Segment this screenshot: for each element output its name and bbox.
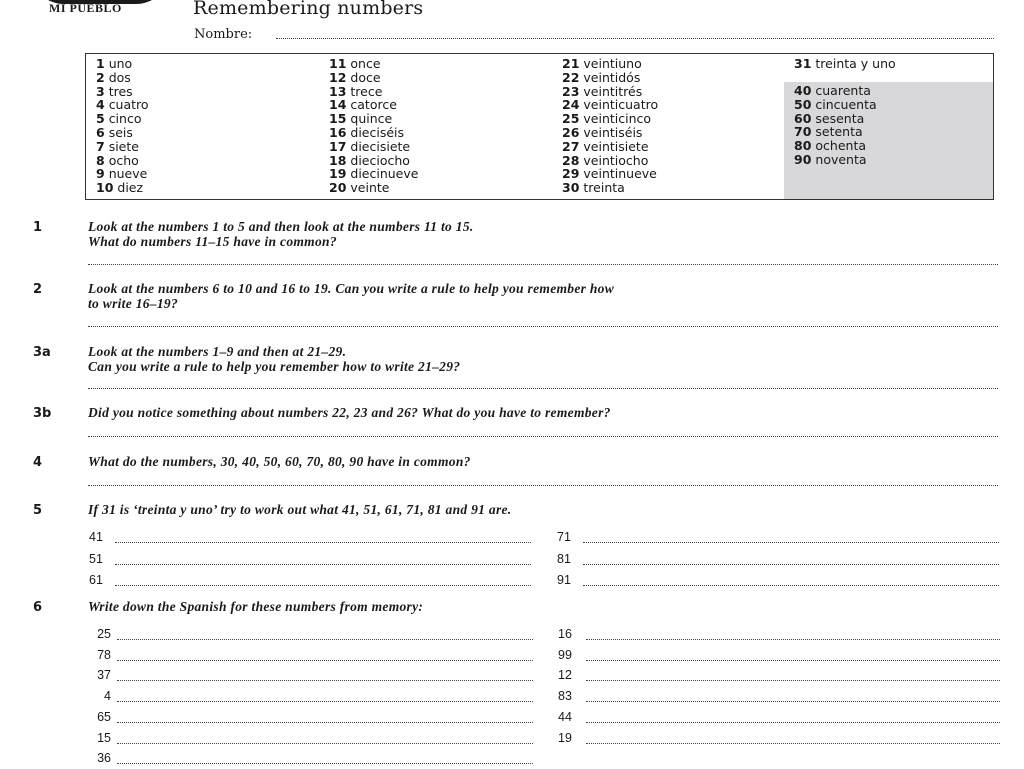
- question-line: If 31 is ‘treinta y uno’ try to work out what 41, 51, 61, 71, 81 and 91 are.: [88, 502, 512, 517]
- answer-blank[interactable]: [583, 564, 999, 565]
- number-word: treinta y uno: [815, 56, 896, 71]
- answer-number-label: 51: [89, 551, 103, 566]
- number-word: diecinueve: [350, 166, 419, 182]
- number-entry: [96, 181, 149, 195]
- number-entry: [329, 85, 418, 99]
- answer-number-label: 19: [558, 730, 572, 745]
- number-digit: 70: [794, 124, 812, 140]
- number-word: uno: [108, 56, 133, 71]
- number-digit: 4: [96, 97, 105, 113]
- number-entry: [562, 71, 658, 85]
- answer-blank[interactable]: [586, 722, 1000, 723]
- answer-item: [89, 710, 533, 728]
- number-word: siete: [108, 138, 139, 154]
- answer-item: [558, 731, 1000, 749]
- answer-number-label: 36: [97, 751, 111, 766]
- question-line: What do the numbers, 30, 40, 50, 60, 70, 80, 90 have in common?: [88, 454, 471, 469]
- answer-blank[interactable]: [115, 542, 531, 543]
- question-line: Look at the numbers 1–9 and then at 21–29.: [88, 344, 347, 359]
- number-digit: 29: [562, 166, 580, 182]
- answer-item: [89, 648, 533, 666]
- answer-number-label: 25: [97, 627, 111, 641]
- answer-number-label: 41: [89, 530, 103, 544]
- answer-number-label: 71: [557, 530, 571, 544]
- number-word: quince: [350, 111, 393, 127]
- answer-number-label: 44: [558, 709, 572, 724]
- number-entry: [96, 98, 149, 112]
- number-word: noventa: [815, 151, 867, 167]
- number-entry: [96, 112, 149, 126]
- number-digit: 23: [562, 83, 580, 99]
- number-digit: 60: [794, 110, 812, 126]
- number-word: sesenta: [815, 110, 865, 126]
- number-digit: 15: [329, 111, 347, 127]
- number-entry: [329, 112, 418, 126]
- number-digit: 21: [562, 56, 580, 71]
- answer-item: [89, 689, 533, 707]
- number-entry: [96, 140, 149, 154]
- number-word: tres: [108, 83, 133, 99]
- question-text: [88, 345, 988, 374]
- question-line: to write 16–19?: [88, 295, 179, 311]
- number-digit: 5: [96, 111, 105, 127]
- number-entry: [794, 57, 896, 71]
- answer-item: [558, 710, 1000, 728]
- number-word: nueve: [108, 166, 148, 182]
- answer-number-label: 16: [558, 627, 572, 641]
- name-field[interactable]: [276, 38, 994, 39]
- answer-item: [89, 751, 533, 769]
- number-digit: 40: [794, 83, 812, 98]
- number-digit: 24: [562, 97, 580, 113]
- number-digit: 6: [96, 124, 105, 140]
- answer-item: [89, 530, 531, 548]
- number-word: trece: [350, 83, 383, 99]
- number-digit: 17: [329, 138, 347, 154]
- number-entry: [96, 71, 149, 85]
- answer-item: [89, 731, 533, 749]
- number-digit: 25: [562, 111, 580, 127]
- question-line: Write down the Spanish for these numbers from memory:: [88, 599, 424, 614]
- number-digit: 30: [562, 180, 580, 196]
- number-entry: [329, 98, 418, 112]
- number-entry: [562, 126, 658, 140]
- answer-item: [558, 627, 1000, 645]
- number-entry: [562, 85, 658, 99]
- answer-line-1[interactable]: [88, 264, 998, 265]
- number-entry: [794, 125, 877, 139]
- answer-line-3a[interactable]: [88, 388, 998, 389]
- name-label: Nombre:: [194, 27, 253, 42]
- number-digit: 3: [96, 83, 105, 99]
- number-entry: [794, 153, 877, 167]
- answer-line-2[interactable]: [88, 326, 998, 327]
- number-word: cuatro: [108, 97, 149, 113]
- number-word: catorce: [350, 97, 397, 113]
- number-entry: [329, 154, 418, 168]
- answer-number-label: 37: [97, 668, 111, 683]
- number-digit: 19: [329, 166, 347, 182]
- question-number: 5: [33, 503, 43, 518]
- question-line: Look at the numbers 1 to 5 and then look at the numbers 11 to 15.: [88, 219, 474, 234]
- number-entry: [562, 98, 658, 112]
- answer-number-label: 15: [97, 730, 111, 745]
- number-entry: [329, 140, 418, 154]
- number-word: doce: [350, 69, 381, 85]
- number-entry: [329, 167, 418, 181]
- number-word: once: [350, 56, 381, 71]
- number-word: treinta: [583, 180, 625, 196]
- number-word: ochenta: [815, 138, 867, 154]
- answer-item: [557, 552, 999, 570]
- answer-item: [557, 530, 999, 548]
- worksheet-title: Remembering numbers: [193, 0, 424, 19]
- number-entry: [96, 167, 149, 181]
- number-word: veintiséis: [583, 124, 643, 140]
- number-digit: 28: [562, 152, 580, 168]
- number-digit: 50: [794, 96, 812, 112]
- answer-blank[interactable]: [583, 542, 999, 543]
- question-line: What do numbers 11–15 have in common?: [88, 233, 337, 249]
- number-entry: [96, 85, 149, 99]
- number-entry: [96, 57, 149, 71]
- answer-blank[interactable]: [117, 763, 533, 764]
- answer-item: [89, 552, 531, 570]
- number-digit: 18: [329, 152, 347, 168]
- number-word: setenta: [815, 124, 863, 140]
- numbers-column-tens: [794, 84, 877, 167]
- question-line: Look at the numbers 6 to 10 and 16 to 19. Can you write a rule to help you remember how: [88, 281, 615, 296]
- answer-number-label: 99: [558, 647, 572, 662]
- number-entry: [329, 71, 418, 85]
- number-word: dieciocho: [350, 152, 410, 168]
- answer-number-label: 65: [97, 709, 111, 724]
- number-word: cuarenta: [815, 83, 871, 98]
- number-word: diecisiete: [350, 138, 411, 154]
- answer-number-label: 78: [97, 647, 111, 662]
- number-word: veintitrés: [583, 83, 643, 99]
- number-digit: 1: [96, 56, 105, 71]
- number-entry: [562, 57, 658, 71]
- number-entry: [96, 126, 149, 140]
- number-digit: 13: [329, 83, 347, 99]
- number-digit: 7: [96, 138, 105, 154]
- answer-blank[interactable]: [586, 680, 1000, 681]
- number-entry: [794, 139, 877, 153]
- numbers-column-3: [562, 57, 658, 195]
- answer-item: [89, 627, 533, 645]
- numbers-reference-table: [85, 53, 994, 200]
- number-word: seis: [108, 124, 133, 140]
- answer-number-label: 4: [104, 689, 111, 704]
- question-number: 1: [33, 220, 43, 235]
- answer-number-label: 81: [557, 551, 571, 566]
- number-entry: [96, 154, 149, 168]
- answer-blank[interactable]: [586, 743, 1000, 744]
- answer-blank[interactable]: [115, 564, 531, 565]
- question-text: [88, 282, 988, 311]
- numbers-column-4: [794, 57, 896, 71]
- question-number: 3b: [33, 406, 52, 421]
- number-word: veinticinco: [583, 111, 652, 127]
- number-digit: 8: [96, 152, 105, 168]
- number-entry: [329, 57, 418, 71]
- number-digit: 10: [96, 180, 114, 196]
- answer-blank[interactable]: [117, 743, 533, 744]
- number-digit: 80: [794, 138, 812, 154]
- answer-line-3b[interactable]: [88, 436, 998, 437]
- number-digit: 27: [562, 138, 580, 154]
- answer-item: [558, 689, 1000, 707]
- number-word: diez: [117, 180, 144, 196]
- number-entry: [562, 140, 658, 154]
- number-digit: 16: [329, 124, 347, 140]
- number-word: veintisiete: [583, 138, 649, 154]
- question-line: Did you notice something about numbers 22, 23 and 26? What do you have to remember?: [88, 405, 611, 420]
- answer-blank[interactable]: [586, 639, 1000, 640]
- question-number: 3a: [33, 345, 51, 360]
- number-word: ocho: [108, 152, 139, 168]
- answer-blank[interactable]: [117, 639, 533, 640]
- answer-blank[interactable]: [117, 660, 533, 661]
- logo-text: MI PUEBLO: [49, 1, 122, 15]
- answer-blank[interactable]: [117, 680, 533, 681]
- answer-line-4[interactable]: [88, 485, 998, 486]
- answer-blank[interactable]: [586, 660, 1000, 661]
- answer-number-label: 61: [89, 573, 103, 587]
- answer-blank[interactable]: [117, 722, 533, 723]
- number-digit: 20: [329, 180, 347, 196]
- question-text: [88, 503, 988, 518]
- number-word: cinco: [108, 111, 142, 127]
- number-word: veintinueve: [583, 166, 657, 182]
- answer-number-label: 91: [557, 573, 571, 587]
- number-word: veinticuatro: [583, 97, 659, 113]
- number-digit: 12: [329, 69, 347, 85]
- question-line: Can you write a rule to help you remember how to write 21–29?: [88, 358, 461, 374]
- name-row: [194, 26, 994, 46]
- number-word: veintidós: [583, 69, 641, 85]
- number-digit: 31: [794, 56, 812, 71]
- number-digit: 2: [96, 69, 105, 85]
- answer-blank[interactable]: [117, 701, 533, 702]
- number-entry: [562, 181, 658, 195]
- answer-number-label: 83: [558, 689, 572, 704]
- number-digit: 9: [96, 166, 105, 182]
- number-entry: [562, 154, 658, 168]
- answer-item: [558, 648, 1000, 666]
- question-text: [88, 406, 988, 421]
- answer-blank[interactable]: [586, 701, 1000, 702]
- number-word: dos: [108, 69, 131, 85]
- number-entry: [329, 181, 418, 195]
- number-digit: 22: [562, 69, 580, 85]
- answer-item: [557, 573, 999, 591]
- number-entry: [562, 112, 658, 126]
- question-number: 4: [33, 455, 43, 470]
- number-word: veinte: [350, 180, 390, 196]
- answer-item: [89, 668, 533, 686]
- number-entry: [794, 98, 877, 112]
- answer-number-label: 12: [558, 668, 572, 683]
- number-entry: [329, 126, 418, 140]
- number-entry: [794, 112, 877, 126]
- number-digit: 26: [562, 124, 580, 140]
- number-word: dieciséis: [350, 124, 405, 140]
- answer-blank[interactable]: [583, 585, 999, 586]
- number-entry: [562, 167, 658, 181]
- numbers-column-2: [329, 57, 418, 195]
- answer-item: [558, 668, 1000, 686]
- number-word: cincuenta: [815, 96, 877, 112]
- number-word: veintiocho: [583, 152, 649, 168]
- number-entry: [794, 84, 877, 98]
- answer-blank[interactable]: [115, 585, 531, 586]
- question-number: 2: [33, 282, 43, 297]
- number-digit: 90: [794, 151, 812, 167]
- question-text: [88, 600, 988, 615]
- answer-item: [89, 573, 531, 591]
- question-text: [88, 455, 988, 470]
- question-text: [88, 220, 988, 249]
- number-digit: 11: [329, 56, 347, 71]
- numbers-column-1: [96, 57, 149, 195]
- number-word: veintiuno: [583, 56, 642, 71]
- question-number: 6: [33, 600, 43, 615]
- number-digit: 14: [329, 97, 347, 113]
